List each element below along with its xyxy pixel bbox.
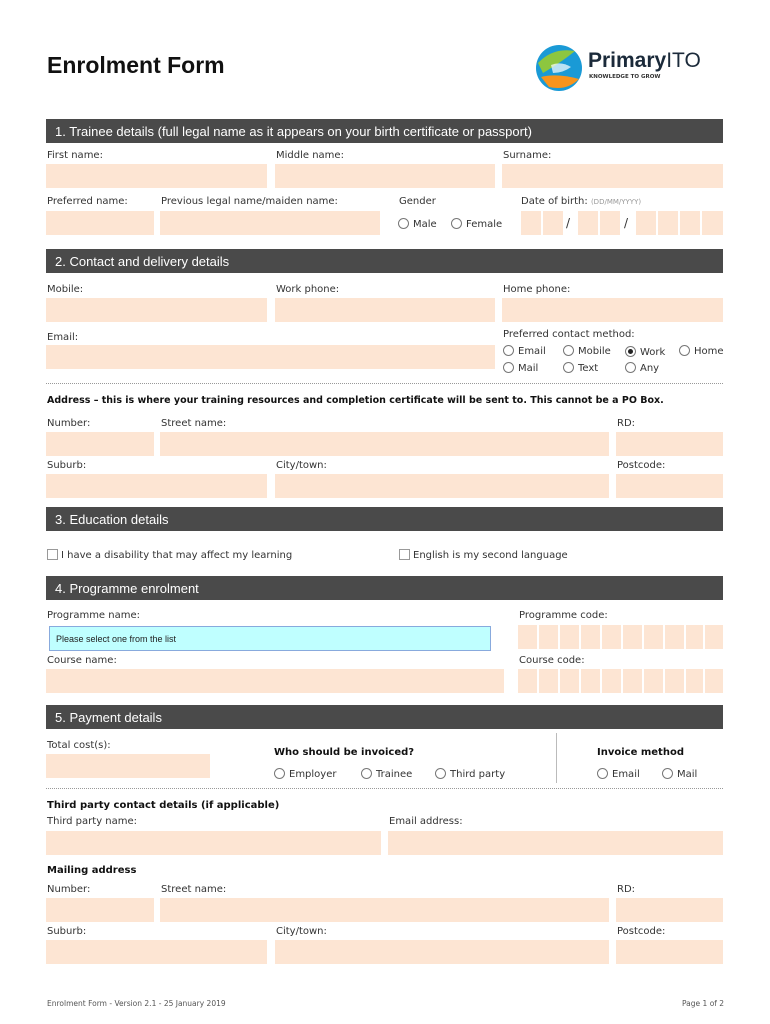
dob-digit[interactable] bbox=[702, 211, 723, 235]
method-email-radio[interactable] bbox=[597, 768, 608, 779]
course-code-label: Course code: bbox=[519, 655, 585, 666]
trainee-label: Trainee bbox=[376, 769, 413, 780]
contact-mail-label: Mail bbox=[518, 363, 539, 374]
footer-page-number: Page 1 of 2 bbox=[682, 999, 725, 1008]
contact-mobile-radio[interactable] bbox=[563, 345, 574, 356]
dob-field[interactable] bbox=[521, 211, 723, 235]
male-label: Male bbox=[413, 219, 437, 230]
third-party-email-field[interactable] bbox=[388, 831, 723, 855]
divider bbox=[46, 788, 723, 789]
disability-option[interactable] bbox=[47, 549, 292, 561]
mailing-postcode-field[interactable] bbox=[616, 940, 723, 964]
contact-mail-option[interactable] bbox=[503, 362, 538, 374]
dob-digit[interactable] bbox=[658, 211, 678, 235]
contact-any-label: Any bbox=[640, 363, 660, 374]
gender-label: Gender bbox=[399, 196, 436, 207]
surname-field[interactable] bbox=[502, 164, 723, 188]
work-phone-field[interactable] bbox=[275, 298, 495, 322]
address-note: Address – this is where your training resources and completion certificate will be sent to. This cannot be a PO Box. bbox=[47, 395, 664, 406]
total-cost-field[interactable] bbox=[46, 754, 210, 778]
code-digit[interactable] bbox=[560, 625, 579, 649]
mailing-number-label: Number: bbox=[47, 884, 91, 895]
logo-tagline: KNOWLEDGE TO GROW bbox=[589, 74, 661, 80]
code-digit[interactable] bbox=[581, 625, 600, 649]
surname-label: Surname: bbox=[503, 150, 552, 161]
contact-text-radio[interactable] bbox=[563, 362, 574, 373]
mailing-street-field[interactable] bbox=[160, 898, 609, 922]
middle-name-label: Middle name: bbox=[276, 150, 344, 161]
contact-any-option[interactable] bbox=[625, 362, 659, 374]
contact-any-radio[interactable] bbox=[625, 362, 636, 373]
course-name-field[interactable] bbox=[46, 669, 504, 693]
city-field[interactable] bbox=[275, 474, 609, 498]
third-party-email-label: Email address: bbox=[389, 816, 463, 827]
code-digit[interactable] bbox=[602, 625, 621, 649]
female-label: Female bbox=[466, 219, 503, 230]
dob-digit[interactable] bbox=[680, 211, 700, 235]
programme-code-label: Programme code: bbox=[519, 610, 608, 621]
first-name-field[interactable] bbox=[46, 164, 267, 188]
male-radio[interactable] bbox=[398, 218, 409, 229]
suburb-field[interactable] bbox=[46, 474, 267, 498]
contact-home-option[interactable] bbox=[679, 345, 724, 357]
contact-home-label: Home bbox=[694, 346, 724, 357]
code-digit[interactable] bbox=[705, 669, 723, 693]
email-label: Email: bbox=[47, 332, 79, 343]
dob-digit[interactable] bbox=[578, 211, 598, 235]
code-digit[interactable] bbox=[581, 669, 600, 693]
code-digit[interactable] bbox=[602, 669, 621, 693]
postcode-field[interactable] bbox=[616, 474, 723, 498]
divider bbox=[46, 383, 723, 384]
disability-label: I have a disability that may affect my learning bbox=[61, 550, 293, 561]
invoice-third-party-option[interactable] bbox=[435, 768, 505, 780]
rd-label: RD: bbox=[617, 418, 636, 429]
trainee-radio[interactable] bbox=[361, 768, 372, 779]
third-party-name-field[interactable] bbox=[46, 831, 381, 855]
gender-female-option[interactable] bbox=[451, 218, 502, 230]
contact-mobile-option[interactable] bbox=[563, 345, 611, 357]
rd-field[interactable] bbox=[616, 432, 723, 456]
disability-checkbox[interactable] bbox=[47, 549, 58, 560]
mailing-rd-label: RD: bbox=[617, 884, 636, 895]
course-code-field[interactable] bbox=[518, 669, 723, 693]
code-digit[interactable] bbox=[644, 625, 663, 649]
who-invoiced-label: Who should be invoiced? bbox=[274, 747, 415, 758]
code-digit[interactable] bbox=[539, 625, 558, 649]
street-label: Street name: bbox=[161, 418, 227, 429]
preferred-name-label: Preferred name: bbox=[47, 196, 128, 207]
code-digit[interactable] bbox=[623, 625, 642, 649]
logo-text-ito: ITO bbox=[666, 49, 701, 72]
previous-name-label: Previous legal name/maiden name: bbox=[161, 196, 338, 207]
invoice-trainee-option[interactable] bbox=[361, 768, 412, 780]
mailing-city-field[interactable] bbox=[275, 940, 609, 964]
esl-label: English is my second language bbox=[413, 550, 568, 561]
code-digit[interactable] bbox=[686, 669, 703, 693]
mailing-address-heading: Mailing address bbox=[47, 865, 137, 876]
code-digit[interactable] bbox=[518, 669, 537, 693]
number-field[interactable] bbox=[46, 432, 154, 456]
female-radio[interactable] bbox=[451, 218, 462, 229]
code-digit[interactable] bbox=[665, 669, 684, 693]
contact-work-radio[interactable] bbox=[625, 346, 636, 357]
esl-checkbox[interactable] bbox=[399, 549, 410, 560]
contact-work-label: Work bbox=[640, 347, 666, 358]
dob-slash: / bbox=[566, 216, 571, 230]
preferred-contact-label: Preferred contact method: bbox=[503, 329, 635, 340]
form-title: Enrolment Form bbox=[47, 52, 225, 78]
third-party-radio[interactable] bbox=[435, 768, 446, 779]
postcode-label: Postcode: bbox=[617, 460, 666, 471]
method-mail-option[interactable] bbox=[662, 768, 697, 780]
code-digit[interactable] bbox=[518, 625, 537, 649]
first-name-label: First name: bbox=[47, 150, 103, 161]
mailing-rd-field[interactable] bbox=[616, 898, 723, 922]
previous-name-field[interactable] bbox=[160, 211, 380, 235]
contact-work-option[interactable] bbox=[625, 346, 665, 358]
logo-emblem-icon bbox=[533, 43, 585, 93]
section-programme-heading: 4. Programme enrolment bbox=[46, 576, 723, 600]
divider bbox=[556, 733, 557, 783]
invoice-employer-option[interactable] bbox=[274, 768, 337, 780]
home-phone-label: Home phone: bbox=[503, 284, 571, 295]
contact-mobile-label: Mobile bbox=[578, 346, 611, 357]
mailing-postcode-label: Postcode: bbox=[617, 926, 666, 937]
dob-slash: / bbox=[624, 216, 629, 230]
city-label: City/town: bbox=[276, 460, 327, 471]
code-digit[interactable] bbox=[705, 625, 723, 649]
mobile-label: Mobile: bbox=[47, 284, 84, 295]
primary-ito-logo bbox=[533, 43, 733, 93]
footer-version: Enrolment Form - Version 2.1 - 25 January 2019 bbox=[47, 999, 226, 1008]
mailing-street-label: Street name: bbox=[161, 884, 227, 895]
method-email-option[interactable] bbox=[597, 768, 640, 780]
email-field[interactable] bbox=[46, 345, 495, 369]
third-party-heading: Third party contact details (if applicable) bbox=[47, 800, 280, 811]
third-party-name-label: Third party name: bbox=[47, 816, 138, 827]
dob-digit[interactable] bbox=[636, 211, 656, 235]
employer-label: Employer bbox=[289, 769, 337, 780]
work-phone-label: Work phone: bbox=[276, 284, 340, 295]
home-phone-field[interactable] bbox=[502, 298, 723, 322]
code-digit[interactable] bbox=[560, 669, 579, 693]
employer-radio[interactable] bbox=[274, 768, 285, 779]
contact-mail-radio[interactable] bbox=[503, 362, 514, 373]
method-mail-radio[interactable] bbox=[662, 768, 673, 779]
dob-label: Date of birth: bbox=[521, 196, 588, 207]
contact-email-label: Email bbox=[518, 346, 546, 357]
logo-text-primary: Primary bbox=[588, 49, 667, 72]
dob-digit[interactable] bbox=[600, 211, 620, 235]
suburb-label: Suburb: bbox=[47, 460, 87, 471]
mailing-suburb-field[interactable] bbox=[46, 940, 267, 964]
number-label: Number: bbox=[47, 418, 91, 429]
contact-text-label: Text bbox=[578, 363, 599, 374]
gender-male-option[interactable] bbox=[398, 218, 437, 230]
code-digit[interactable] bbox=[539, 669, 558, 693]
code-digit[interactable] bbox=[665, 625, 684, 649]
mailing-number-field[interactable] bbox=[46, 898, 154, 922]
code-digit[interactable] bbox=[686, 625, 703, 649]
contact-email-radio[interactable] bbox=[503, 345, 514, 356]
middle-name-field[interactable] bbox=[275, 164, 495, 188]
section-contact-heading: 2. Contact and delivery details bbox=[46, 249, 723, 273]
programme-code-field[interactable] bbox=[518, 625, 723, 649]
dob-digit[interactable] bbox=[543, 211, 563, 235]
preferred-name-field[interactable] bbox=[46, 211, 154, 235]
mailing-city-label: City/town: bbox=[276, 926, 327, 937]
esl-option[interactable] bbox=[399, 549, 568, 561]
dob-hint: (DD/MM/YYYY) bbox=[590, 198, 642, 206]
course-name-label: Course name: bbox=[47, 655, 117, 666]
contact-text-option[interactable] bbox=[563, 362, 598, 374]
contact-email-option[interactable] bbox=[503, 345, 546, 357]
section-trainee-details-heading: 1. Trainee details (full legal name as it appears on your birth certificate or passport) bbox=[46, 119, 723, 143]
total-cost-label: Total cost(s): bbox=[47, 740, 111, 751]
programme-name-label: Programme name: bbox=[47, 610, 140, 621]
method-email-label: Email bbox=[612, 769, 640, 780]
method-mail-label: Mail bbox=[677, 769, 698, 780]
code-digit[interactable] bbox=[623, 669, 642, 693]
street-field[interactable] bbox=[160, 432, 609, 456]
programme-select[interactable]: Please select one from the list bbox=[49, 626, 491, 651]
contact-home-radio[interactable] bbox=[679, 345, 690, 356]
section-education-heading: 3. Education details bbox=[46, 507, 723, 531]
mobile-field[interactable] bbox=[46, 298, 267, 322]
third-party-label: Third party bbox=[450, 769, 506, 780]
section-payment-heading: 5. Payment details bbox=[46, 705, 723, 729]
dob-digit[interactable] bbox=[521, 211, 541, 235]
code-digit[interactable] bbox=[644, 669, 663, 693]
invoice-method-label: Invoice method bbox=[597, 747, 684, 758]
mailing-suburb-label: Suburb: bbox=[47, 926, 87, 937]
